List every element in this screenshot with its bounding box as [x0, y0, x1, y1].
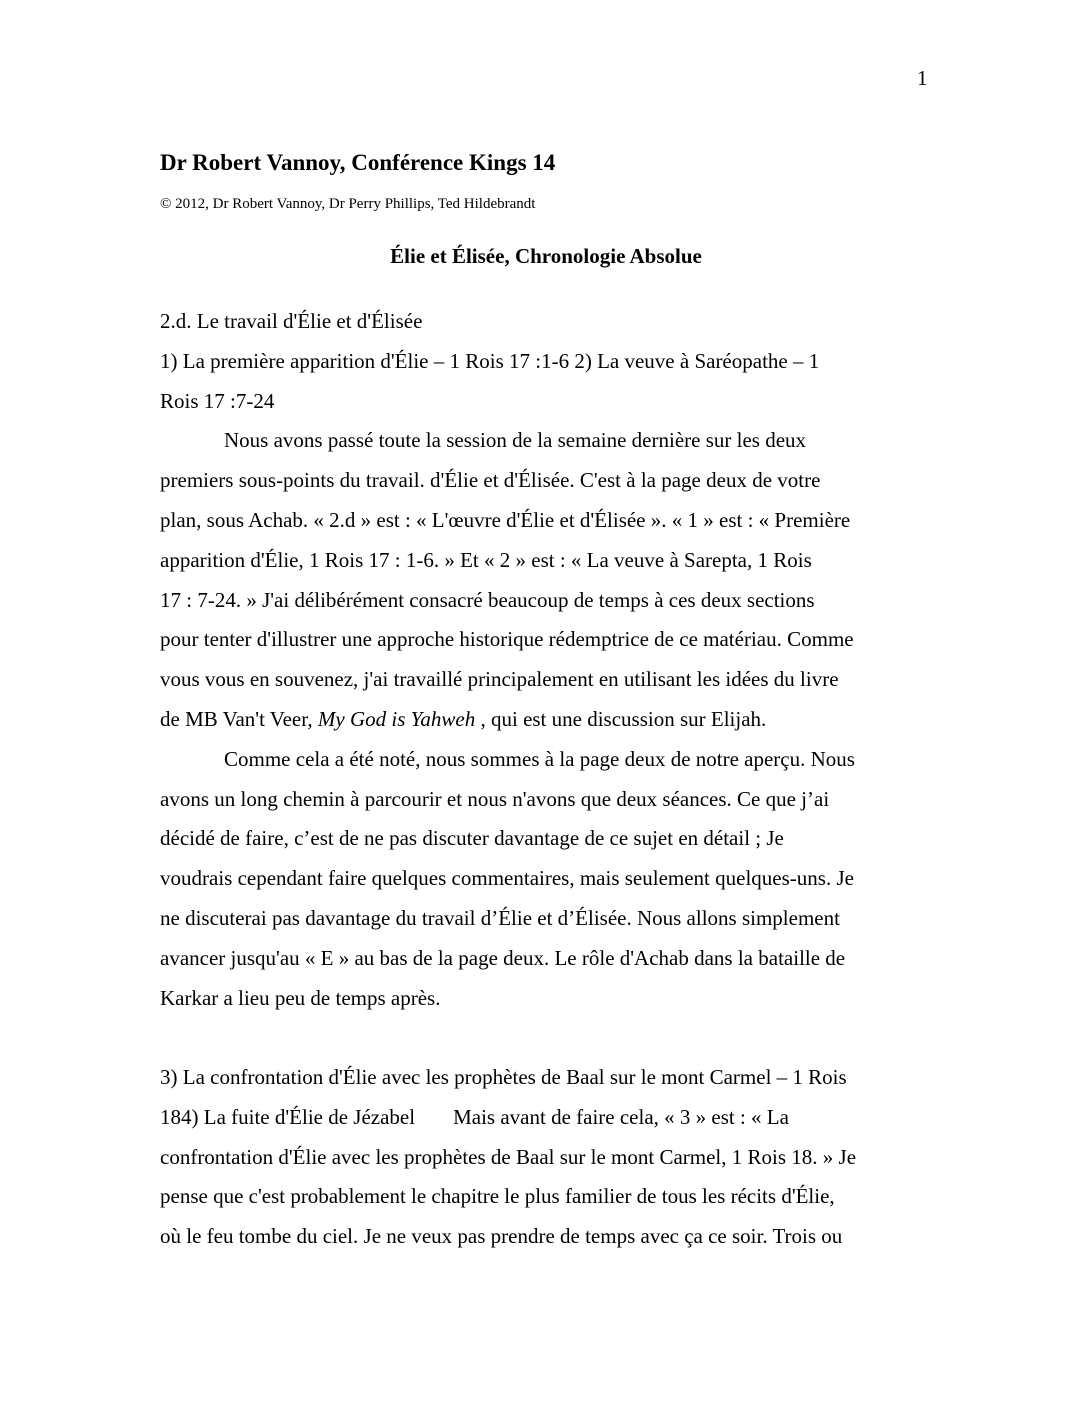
paragraph-line: 3) La confrontation d'Élie avec les prophètes de Baal sur le mont Carmel – 1 Rois	[160, 1065, 847, 1089]
paragraph-line: avons un long chemin à parcourir et nous n'avons que deux séances. Ce que j’ai	[160, 786, 830, 811]
points-line: Rois 17 :7-24	[160, 388, 275, 413]
paragraph-line: pense que c'est probablement le chapitre le plus familier de tous les récits d'Élie,	[160, 1184, 835, 1209]
page-number: 1	[917, 66, 928, 90]
text-fragment: de MB Van't Veer,	[160, 706, 318, 731]
section-heading: 2.d. Le travail d'Élie et d'Élisée	[160, 309, 423, 333]
paragraph-line: Comme cela a été noté, nous sommes à la page deux de notre aperçu. Nous	[224, 746, 855, 771]
paragraph-line: confrontation d'Élie avec les prophètes de Baal sur le mont Carmel, 1 Rois 18. » Je	[160, 1144, 857, 1169]
document-title: Dr Robert Vannoy, Conférence Kings 14	[160, 150, 556, 175]
paragraph-line: Nous avons passé toute la session de la semaine dernière sur les deux	[224, 428, 807, 453]
paragraph-line: vous vous en souvenez, j'ai travaillé principalement en utilisant les idées du livre	[160, 667, 839, 692]
paragraph-line	[160, 700, 925, 740]
paragraph-line: avancer jusqu'au « E » au bas de la page deux. Le rôle d'Achab dans la bataille de	[160, 945, 846, 970]
paragraph-line: décidé de faire, c’est de ne pas discuter davantage de ce sujet en détail ; Je	[160, 826, 784, 851]
paragraph-line: plan, sous Achab. « 2.d » est : « L'œuvre d'Élie et d'Élisée ». « 1 » est : « Première	[160, 507, 851, 532]
paragraph-line	[160, 1098, 925, 1138]
paragraph-line: ne discuterai pas davantage du travail d’Élie et d’Élisée. Nous allons simplement	[160, 905, 840, 930]
paragraph-line: où le feu tombe du ciel. Je ne veux pas prendre de temps avec ça ce soir. Trois ou	[160, 1224, 843, 1249]
paragraph-line: Karkar a lieu peu de temps après.	[160, 985, 441, 1010]
book-title: My God is Yahweh	[317, 706, 476, 731]
paragraph-line: apparition d'Élie, 1 Rois 17 : 1-6. » Et « 2 » est : « La veuve à Sarepta, 1 Rois	[160, 547, 812, 572]
document-subtitle: Élie et Élisée, Chronologie Absolue	[390, 244, 702, 268]
text-fragment: , qui est une discussion sur Elijah.	[475, 706, 767, 731]
section-one	[160, 302, 925, 1018]
text-fragment: Mais avant de faire cela, « 3 » est : « La	[453, 1104, 789, 1129]
text-fragment: 184) La fuite d'Élie de Jézabel	[160, 1104, 416, 1129]
copyright-line: © 2012, Dr Robert Vannoy, Dr Perry Phillips, Ted Hildebrandt	[160, 196, 536, 212]
paragraph-line: pour tenter d'illustrer une approche historique rédemptrice de ce matériau. Comme	[160, 627, 854, 652]
paragraph-line: voudrais cependant faire quelques commentaires, mais seulement quelques-uns. Je	[160, 866, 854, 891]
section-two	[160, 1058, 925, 1257]
points-line: 1) La première apparition d'Élie – 1 Rois 17 :1-6 2) La veuve à Saréopathe – 1	[160, 348, 820, 373]
paragraph-line: premiers sous-points du travail. d'Élie et d'Élisée. C'est à la page deux de votre	[160, 468, 821, 493]
paragraph-line: 17 : 7-24. » J'ai délibérément consacré beaucoup de temps à ces deux sections	[160, 587, 815, 612]
